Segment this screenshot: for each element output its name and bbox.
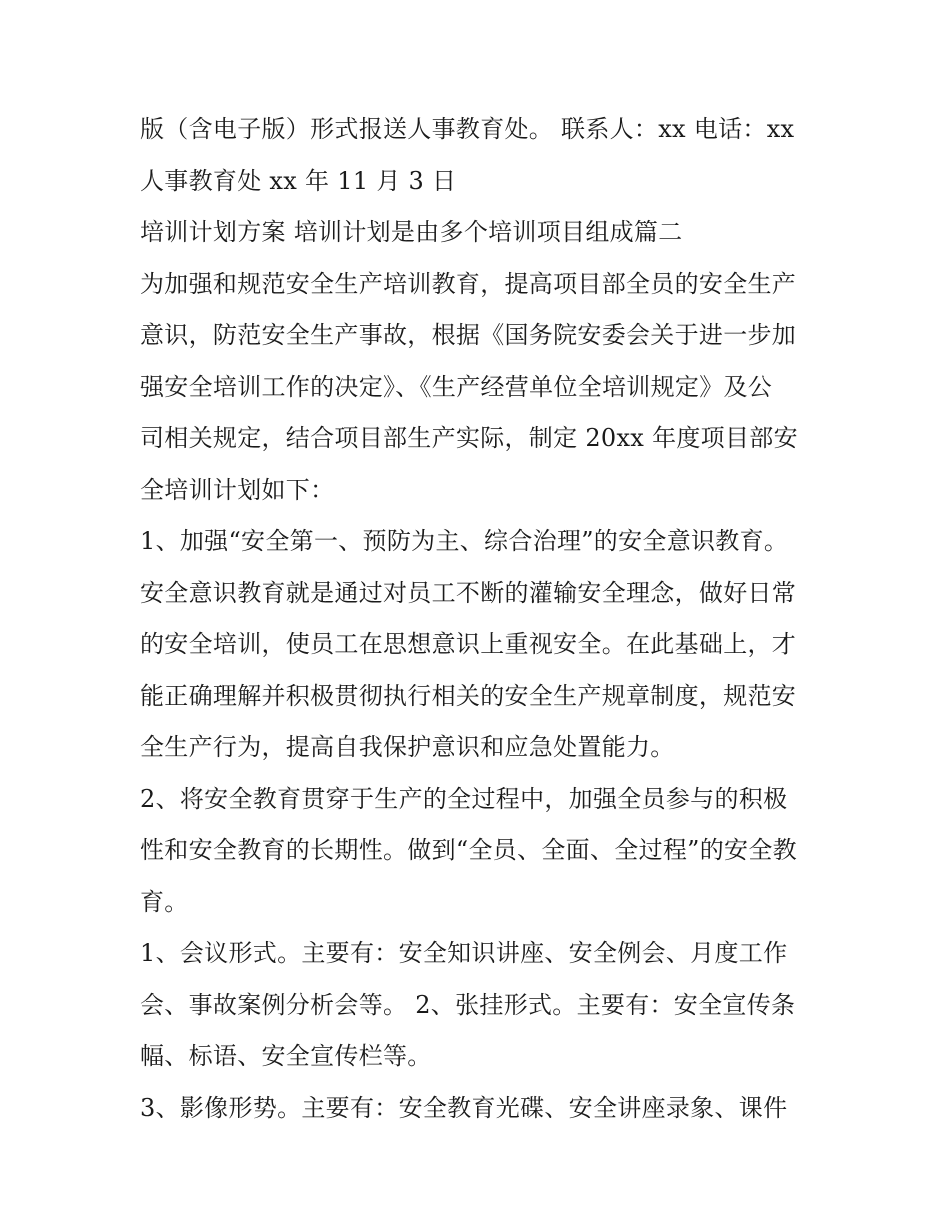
text-line: 2、将安全教育贯穿于生产的全过程中，加强全员参与的积极 <box>140 784 788 813</box>
text-line: 育。 <box>140 887 189 916</box>
text-line: 为加强和规范安全生产培训教育，提高项目部全员的安全生产 <box>140 269 797 298</box>
text-line: 意识，防范安全生产事故，根据《国务院安委会关于进一步加 <box>140 321 797 349</box>
text-line: 全生产行为，提高自我保护意识和应急处置能力。 <box>140 733 675 761</box>
text-line: 3、影像形势。主要有：安全教育光碟、安全讲座录象、课件 <box>140 1093 788 1122</box>
text-line: 1、会议形式。主要有：安全知识讲座、安全例会、月度工作 <box>140 939 788 967</box>
section-heading: 培训计划方案 培训计划是由多个培训项目组成篇二 <box>140 218 683 246</box>
text-line: 的安全培训，使员工在思想意识上重视安全。在此基础上，才 <box>140 630 797 658</box>
text-line: 版（含电子版）形式报送人事教育处。 联系人：xx 电话：xx <box>140 115 795 143</box>
text-line: 安全意识教育就是通过对员工不断的灌输安全理念，做好日常 <box>140 578 797 607</box>
document-body <box>140 104 820 1134</box>
text-line: 性和安全教育的长期性。做到“全员、全面、全过程”的安全教 <box>140 836 797 864</box>
text-line: 全培训计划如下： <box>140 475 335 504</box>
text-line: 会、事故案例分析会等。 2、张挂形式。主要有：安全宣传条 <box>140 990 796 1019</box>
text-line: 人事教育处 xx 年 11 月 3 日 <box>140 166 457 195</box>
text-line: 司相关规定，结合项目部生产实际，制定 20xx 年度项目部安 <box>140 424 798 452</box>
text-line: 强安全培训工作的决定》、《生产经营单位全培训规定》及公 <box>140 372 773 401</box>
text-line: 幅、标语、安全宣传栏等。 <box>140 1042 432 1070</box>
text-line: 1、加强“安全第一、预防为主、综合治理”的安全意识教育。 <box>140 527 789 555</box>
text-line: 能正确理解并积极贯彻执行相关的安全生产规章制度，规范安 <box>140 681 797 710</box>
